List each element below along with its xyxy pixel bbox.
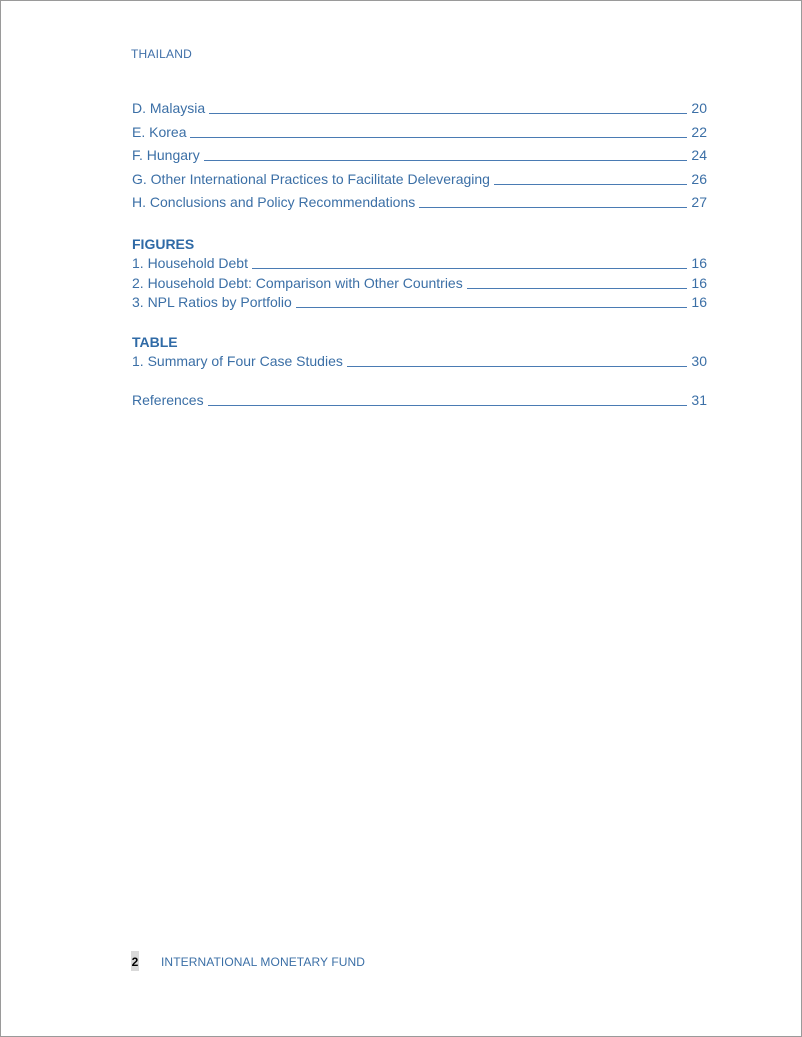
toc-page-number: 27 [691, 194, 707, 210]
dot-leader [419, 206, 687, 208]
toc-page-number: 31 [691, 392, 707, 408]
toc-entry-label: 1. Household Debt [132, 255, 248, 271]
toc-page-number: 16 [691, 255, 707, 271]
dot-leader [252, 267, 687, 269]
toc-entry-malaysia[interactable] [132, 100, 707, 116]
toc-page-number: 22 [691, 124, 707, 140]
dot-leader [347, 365, 688, 367]
dot-leader [296, 306, 688, 308]
toc-entry-label: F. Hungary [132, 147, 200, 163]
footer-publisher: INTERNATIONAL MONETARY FUND [161, 955, 366, 969]
toc-entry-label: H. Conclusions and Policy Recommendations [132, 194, 416, 210]
toc-entry-label: 1. Summary of Four Case Studies [132, 353, 343, 369]
toc-entry-label: D. Malaysia [132, 100, 206, 116]
toc-page-number: 20 [691, 100, 707, 116]
figures-heading: FIGURES [132, 236, 195, 252]
toc-entry-korea[interactable] [132, 124, 707, 140]
toc-entry-hungary[interactable] [132, 147, 707, 163]
toc-entry-label: E. Korea [132, 124, 187, 140]
table-heading: TABLE [132, 334, 178, 350]
toc-entry-label: G. Other International Practices to Facilitate Deleveraging [132, 171, 490, 187]
dot-leader [494, 183, 687, 185]
toc-entry-label: References [132, 392, 204, 408]
toc-entry-figure-household-debt-comparison[interactable] [132, 275, 707, 291]
toc-entry-table-summary[interactable] [132, 353, 707, 369]
toc-entry-other-international-practices[interactable] [132, 171, 707, 187]
dot-leader [208, 404, 688, 406]
toc-page-number: 24 [691, 147, 707, 163]
toc-entry-conclusions[interactable] [132, 194, 707, 210]
toc-page-number: 16 [691, 294, 707, 310]
running-header: THAILAND [131, 47, 192, 61]
toc-entry-label: 2. Household Debt: Comparison with Other Countries [132, 275, 463, 291]
toc-page-number: 26 [691, 171, 707, 187]
dot-leader [190, 136, 687, 138]
toc-page-number: 30 [691, 353, 707, 369]
toc-entry-figure-household-debt[interactable] [132, 255, 707, 271]
toc-entry-label: 3. NPL Ratios by Portfolio [132, 294, 292, 310]
dot-leader [209, 112, 687, 114]
toc-entry-references[interactable] [132, 392, 707, 408]
footer-page-number: 2 [131, 951, 139, 971]
toc-page-number: 16 [691, 275, 707, 291]
dot-leader [204, 159, 688, 161]
toc-entry-figure-npl-ratios[interactable] [132, 294, 707, 310]
dot-leader [467, 287, 688, 289]
